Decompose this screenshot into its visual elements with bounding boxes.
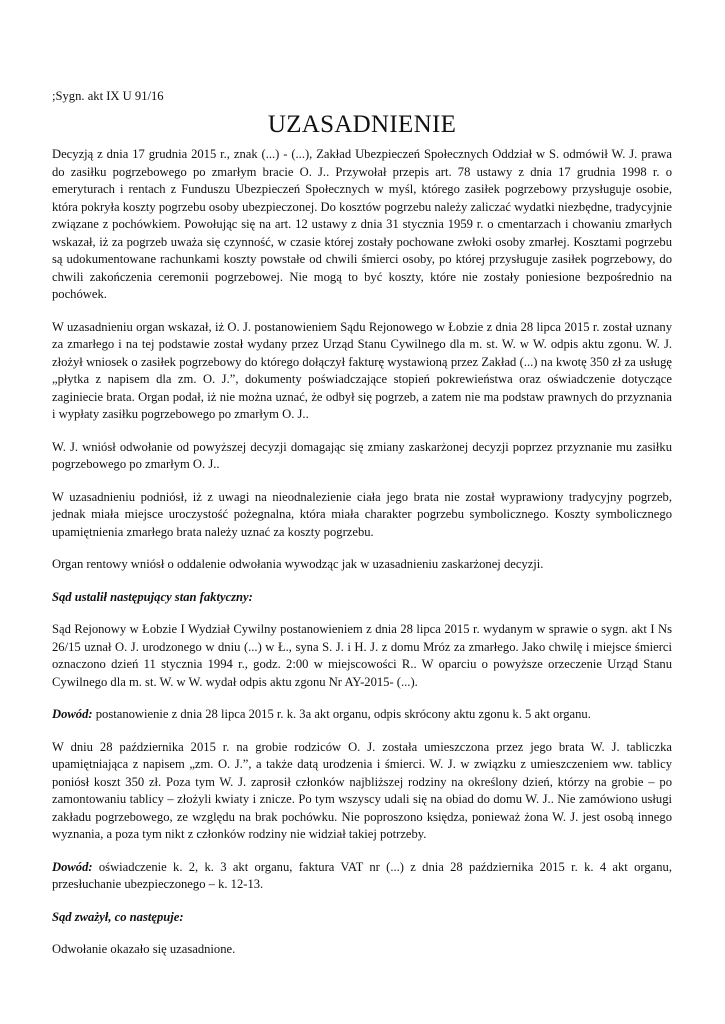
evidence-text: oświadczenie k. 2, k. 3 akt organu, faktura VAT nr (...) z dnia 28 października 2015 r. k. 4 akt organu, przesłuchanie ubezpieczonego – k. 12-13. bbox=[52, 859, 672, 891]
evidence-label: Dowód: bbox=[52, 859, 93, 874]
evidence-text: postanowienie z dnia 28 lipca 2015 r. k. 3a akt organu, odpis skrócony aktu zgonu k. 5 akt organu. bbox=[92, 707, 591, 721]
evidence-1 bbox=[52, 706, 672, 724]
paragraph-conclusion: Odwołanie okazało się uzasadnione. bbox=[52, 942, 236, 956]
paragraph-memorial-plaque: W dniu 28 października 2015 r. na grobie rodziców O. J. została umieszczona przez jego brata W. J. tabliczka upamiętniająca z napisem „zm. O. J.”, a także datą urodzenia i śmierci. W. J. w związku z umieszczeniem ww. tablicy poniósł koszt 350 zł. Poza tym W. J. zaprosił członków najbliższej rodziny na określony dzień, którzy na grobie – po zamontowaniu tablicy – złożyli kwiaty i znicze. Po tym wszyscy udali się na obiad do domu W. J.. Nie zamówiono usługi zakładu pogrzebowego, ze względu na brak pochówku. Nie poproszono księdza, ponieważ żona W. J. jest osobą innego wyznania, a poza tym nikt z członków rodziny nie widział takiej potrzeby. bbox=[52, 739, 672, 841]
heading-considerations: Sąd zważył, co następuje: bbox=[52, 909, 184, 924]
paragraph-authority-response: Organ rentowy wniósł o oddalenie odwołania wywodząc jak w uzasadnieniu zaskarżonej decyzji. bbox=[52, 557, 544, 571]
paragraph-justification: W uzasadnieniu organ wskazał, iż O. J. postanowieniem Sądu Rejonowego w Łobzie z dnia 28 lipca 2015 r. został uznany za zmarłego i na tej podstawie został wydany przez Urząd Stanu Cywilnego dla m. st. W. w W. odpis aktu zgonu. W. J. złożył wniosek o zasiłek pogrzebowy do którego dołączył fakturę wystawioną przez Zakład (...) na kwotę 350 zł za usługę „płytka z napisem dla zm. O. J.”, dokumenty poświadczające stopień pokrewieństwa oraz oświadczenie dotyczące zaginiecie brata. Organ podał, iż nie można uznać, że odbył się pogrzeb, a zatem nie ma podstaw prawnych do przyznania i wypłaty zasiłku pogrzebowego po zmarłym O. J.. bbox=[52, 319, 672, 421]
evidence-2 bbox=[52, 859, 672, 894]
evidence-label: Dowód: bbox=[52, 707, 93, 721]
heading-facts: Sąd ustalił następujący stan faktyczny: bbox=[52, 589, 253, 604]
paragraph-appeal-reasons: W uzasadnieniu podniósł, iż z uwagi na nieodnalezienie ciała jego brata nie został wyprawiony tradycyjny pogrzeb, jednak miała miejsce uroczystość pożegnalna, która miała charakter pogrzebu symbolicznego. Koszty symbolicznego upamiętnienia zmarłego brata należy uznać za koszty pogrzebu. bbox=[52, 489, 672, 539]
paragraph-decision: Decyzją z dnia 17 grudnia 2015 r., znak (...) - (...), Zakład Ubezpieczeń Społecznych Oddział w S. odmówił W. J. prawa do zasiłku pogrzebowego po zmarłym bracie O. J.. Przywołał przepis art. 78 ustawy z dnia 17 grudnia 1998 r. o emeryturach i rentach z Funduszu Ubezpieczeń Społecznych w myśl, którego zasiłek pogrzebowy przysługuje osobie, która pokryła koszty pogrzebu osoby ubezpieczonej. Do kosztów pogrzebu należy zaliczać wydatki niezbędne, tradycyjnie związane z pochówkiem. Powołując się na art. 12 ustawy z dnia 31 stycznia 1959 r. o cmentarzach i chowaniu zmarłych wskazał, iż za pogrzeb uważa się czynność, w czasie której zostały pochowane zwłoki osoby zmarłej. Kosztami pogrzebu są udokumentowane rachunkami koszty powstałe od chwili śmierci osoby, po której przysługuje zasiłek pogrzebowy, do chwili zakończenia ceremonii pogrzebowej. Nie mogą to być koszty, które nie zostały poniesione bezpośrednio na pochówek. bbox=[52, 147, 672, 301]
document-title: UZASADNIENIE bbox=[267, 111, 457, 138]
paragraph-appeal: W. J. wniósł odwołanie od powyższej decyzji domagając się zmiany zaskarżonej decyzji poprzez przyznanie mu zasiłku pogrzebowego po zmarłym O. J.. bbox=[52, 439, 672, 471]
document-page bbox=[52, 88, 672, 974]
paragraph-court-ruling: Sąd Rejonowy w Łobzie I Wydział Cywilny postanowieniem z dnia 28 lipca 2015 r. wydanym w sprawie o sygn. akt I Ns 26/15 uznał O. J. urodzonego w dniu (...) w Ł., syna S. J. i H. J. z domu Mróz za zmarłego. Jako chwilę i miejsce śmierci oznaczono dzień 11 stycznia 1994 r., godz. 2:00 w miejscowości R.. W oparciu o powyższe orzeczenie Urząd Stanu Cywilnego dla m. st. W. w W. wydał odpis aktu zgonu Nr AY-2015- (...). bbox=[52, 622, 672, 689]
case-signature: ;Sygn. akt IX U 91/16 bbox=[52, 89, 164, 103]
